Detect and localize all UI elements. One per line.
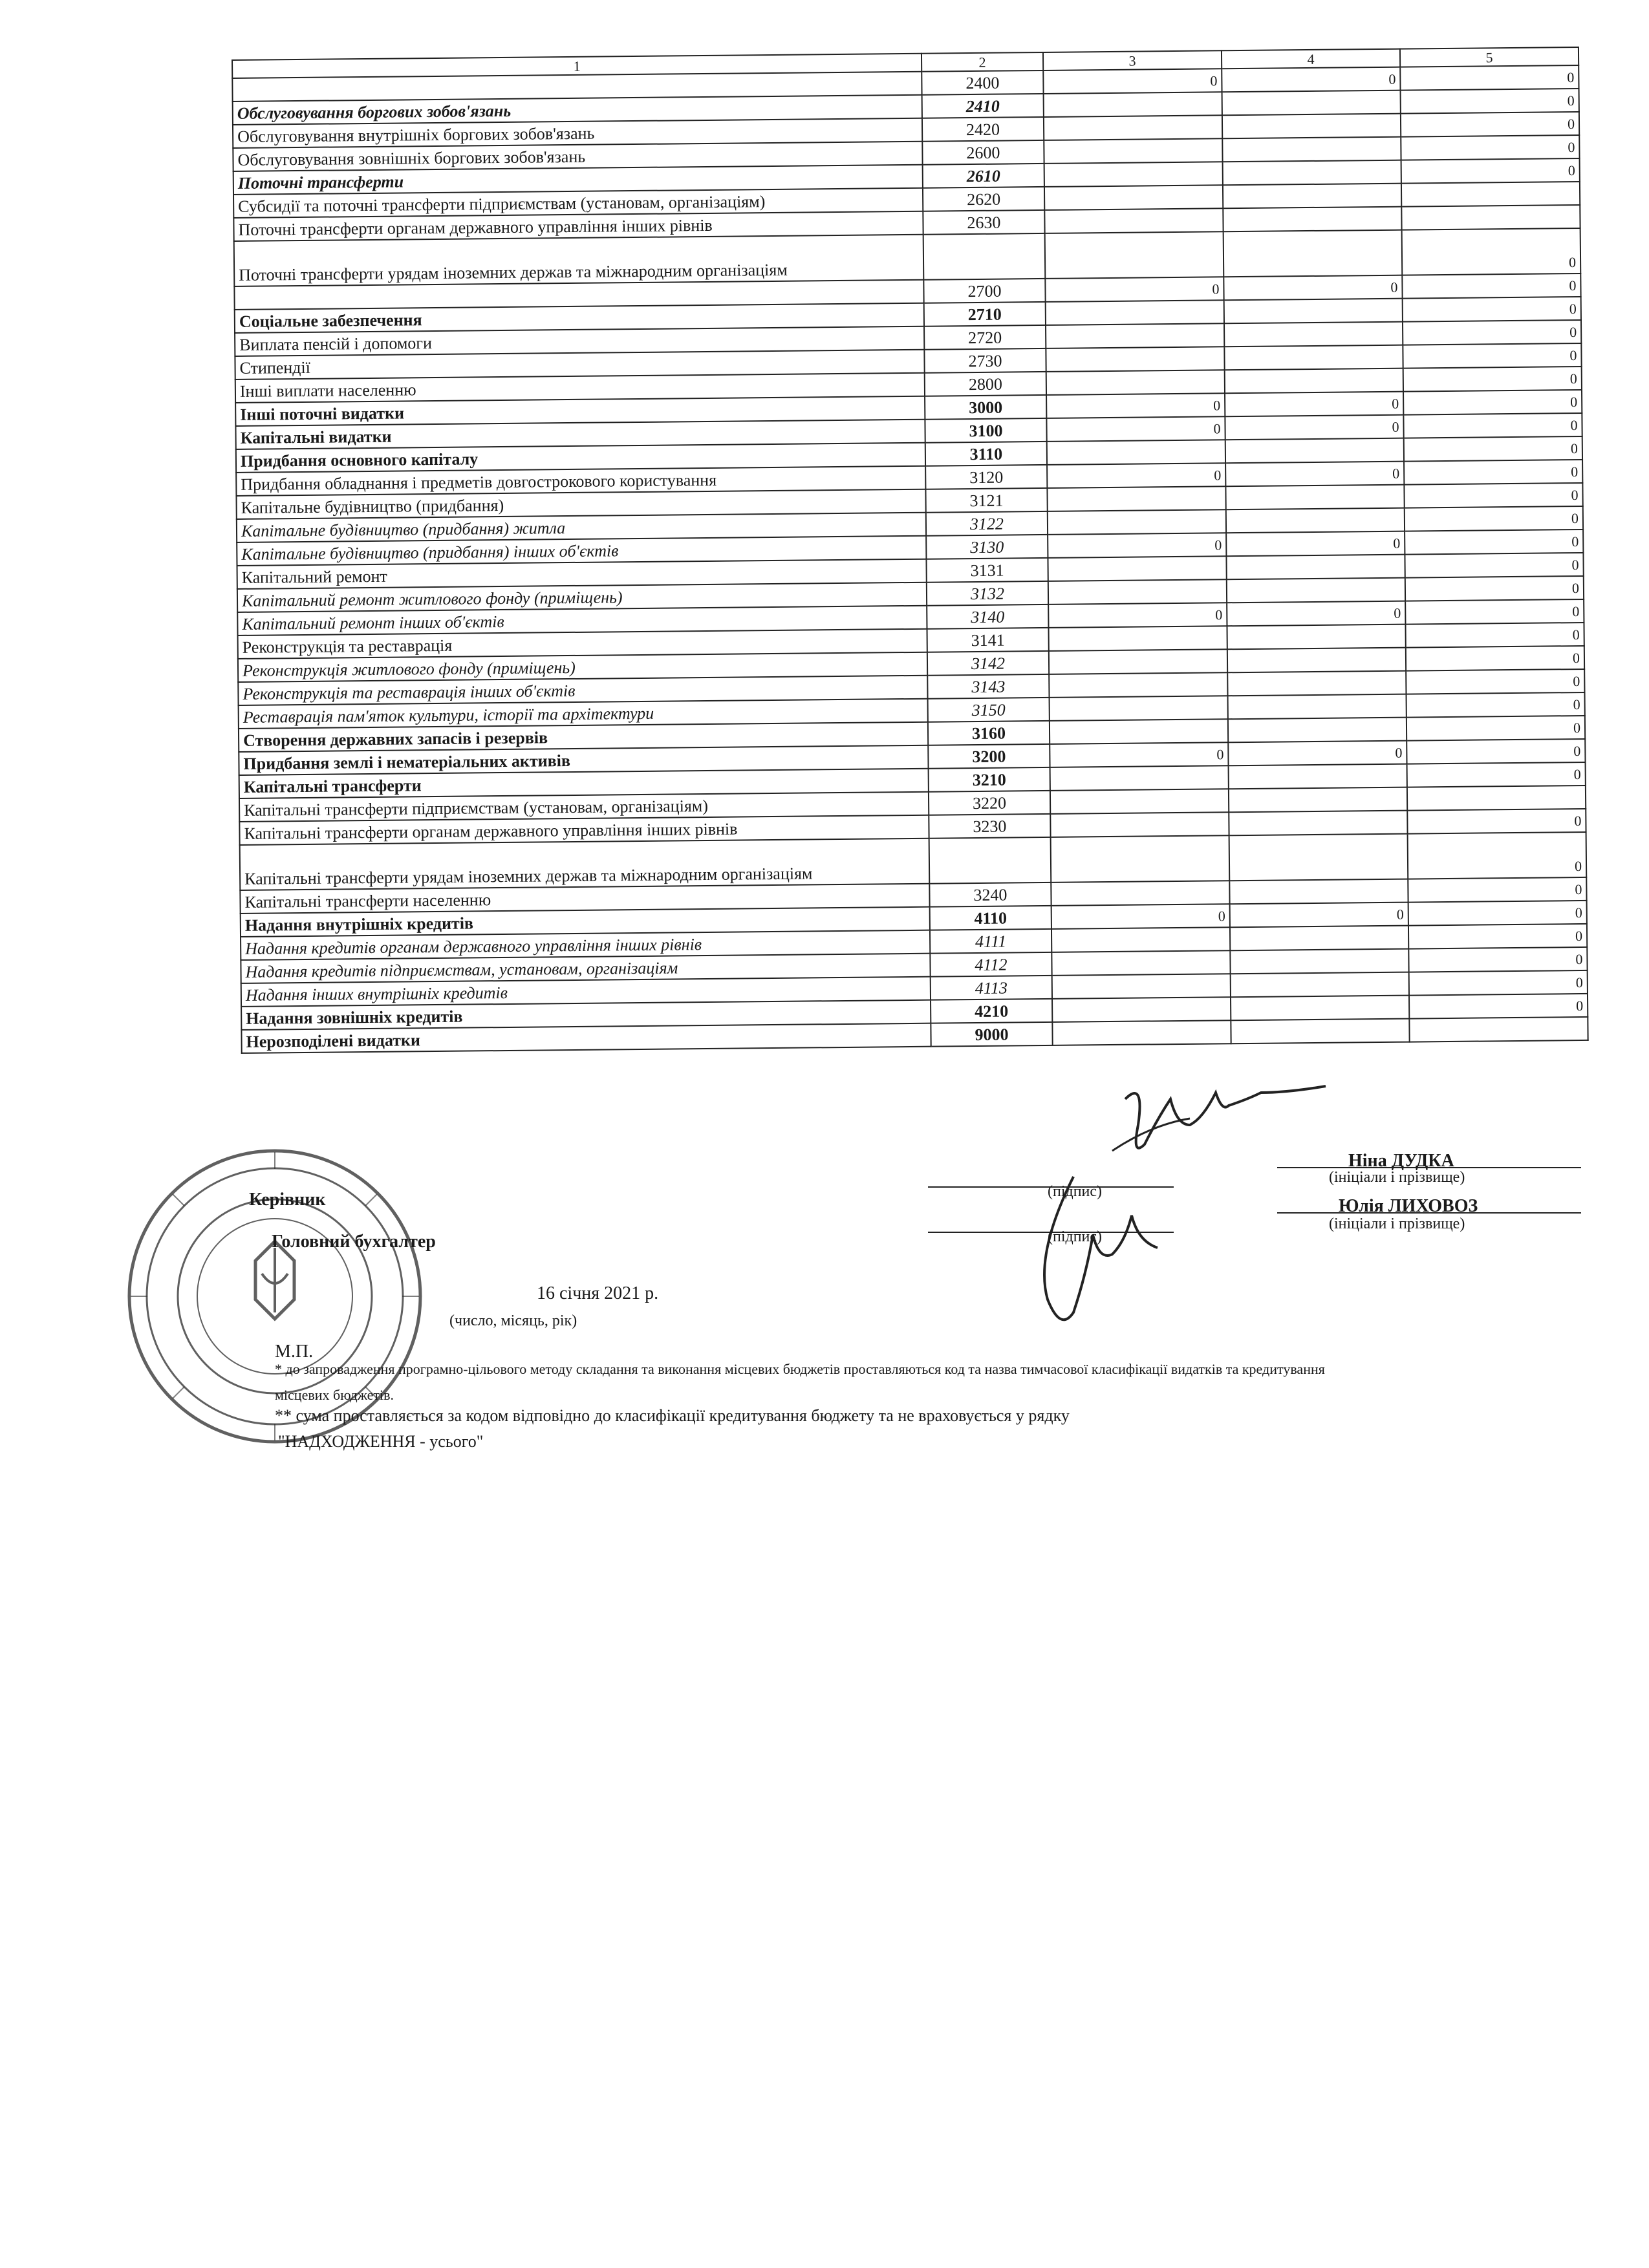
row-col-3 xyxy=(1049,672,1227,698)
row-col-3 xyxy=(1046,300,1224,325)
row-label: Обслуговування зовнішніх боргових зобов'язань xyxy=(233,142,922,171)
row-col-3 xyxy=(1051,950,1230,976)
accountant-sign-caption: (підпис) xyxy=(1048,1228,1103,1245)
accountant-name-line xyxy=(1277,1212,1581,1214)
row-label: Капітальне будівництво (придбання) інших об'єктів xyxy=(237,536,926,566)
row-col-3 xyxy=(1044,162,1223,187)
row-col-5: 0 xyxy=(1404,460,1582,485)
row-code: 3141 xyxy=(927,628,1049,652)
row-col-3: 0 xyxy=(1051,904,1230,929)
row-col-4: 0 xyxy=(1230,903,1408,928)
row-col-5: 0 xyxy=(1407,762,1586,787)
row-col-5: 0 xyxy=(1405,576,1584,601)
row-label: Капітальний ремонт житлового фонду (приміщень) xyxy=(237,583,927,612)
row-col-3 xyxy=(1051,881,1229,906)
row-code: 3130 xyxy=(926,535,1048,559)
row-col-4 xyxy=(1223,184,1401,209)
row-col-4 xyxy=(1223,160,1401,186)
row-label: Капітальне будівництво (придбання) xyxy=(236,489,925,519)
row-code: 3100 xyxy=(925,418,1046,443)
head-name: Ніна ДУДКА xyxy=(1348,1151,1454,1171)
row-col-4 xyxy=(1229,834,1408,881)
row-col-3: 0 xyxy=(1047,463,1225,488)
row-col-4 xyxy=(1229,811,1407,836)
expenditure-table-wrapper xyxy=(232,47,1588,1054)
row-label: Надання інших внутрішніх кредитів xyxy=(241,977,931,1007)
row-label: Капітальний ремонт інших об'єктів xyxy=(237,606,927,636)
row-code: 3131 xyxy=(926,558,1048,583)
row-code: 3150 xyxy=(928,698,1050,722)
row-label: Поточні трансферти урядам іноземних держав та міжнародним організаціям xyxy=(234,235,924,286)
accountant-label: Головний бухгалтер xyxy=(272,1232,436,1252)
row-code: 2420 xyxy=(922,117,1044,142)
expenditure-table xyxy=(232,47,1589,1054)
row-col-5: 0 xyxy=(1403,343,1581,369)
row-col-4: 0 xyxy=(1227,601,1405,626)
row-code: 2400 xyxy=(921,70,1043,95)
row-col-4 xyxy=(1228,718,1406,743)
row-code: 4110 xyxy=(930,906,1051,930)
row-label: Обслуговування боргових зобов'язань xyxy=(233,95,922,125)
row-col-4 xyxy=(1224,322,1403,347)
row-label: Нерозподілені видатки xyxy=(241,1023,931,1053)
row-col-5: 0 xyxy=(1405,530,1583,555)
stamp-label: М.П. xyxy=(275,1342,314,1362)
date-caption: (число, місяць, рік) xyxy=(449,1312,577,1329)
row-col-4 xyxy=(1230,926,1408,951)
row-label: Реконструкція та реставрація xyxy=(238,629,927,659)
row-code: 2410 xyxy=(922,94,1044,118)
header-col-5: 5 xyxy=(1400,47,1579,67)
row-col-5 xyxy=(1409,1017,1588,1042)
footnote-1-line-2: місцевих бюджетів. xyxy=(275,1387,394,1403)
row-col-5: 0 xyxy=(1406,692,1585,718)
row-code xyxy=(929,837,1051,884)
row-col-5: 0 xyxy=(1406,646,1584,671)
footnote-2-line-1: ** сума проставляється за кодом відповідно до класифікації кредитування бюджету та не враховується у рядку xyxy=(275,1406,1070,1425)
row-col-3 xyxy=(1044,138,1222,164)
row-col-5: 0 xyxy=(1401,135,1579,160)
row-label: Поточні трансферти xyxy=(233,165,923,195)
row-label: Капітальний ремонт xyxy=(237,559,927,589)
row-col-5: 0 xyxy=(1408,924,1587,949)
row-label: Реконструкція та реставрація інших об'єктів xyxy=(238,676,927,705)
row-label: Капітальні трансферти органам державного управління інших рівнів xyxy=(239,815,929,845)
row-label: Реставрація пам'яток культури, історії та архітектури xyxy=(239,699,928,729)
row-code: 9000 xyxy=(931,1022,1052,1047)
row-col-3 xyxy=(1050,696,1228,721)
row-label: Реконструкція житлового фонду (приміщень) xyxy=(238,652,927,682)
row-col-4 xyxy=(1225,369,1403,394)
row-col-3 xyxy=(1046,323,1224,348)
row-col-5: 0 xyxy=(1405,553,1583,578)
row-col-3 xyxy=(1044,208,1223,233)
row-label: Надання кредитів підприємствам, установам, організаціям xyxy=(241,954,930,983)
row-label: Капітальні трансферти xyxy=(239,769,929,798)
row-col-4: 0 xyxy=(1225,415,1403,440)
row-code: 3143 xyxy=(927,674,1049,699)
row-col-4 xyxy=(1229,787,1407,813)
row-col-3 xyxy=(1052,1020,1231,1045)
row-col-5: 0 xyxy=(1405,599,1584,625)
row-label: Інші поточні видатки xyxy=(235,396,925,426)
row-col-5 xyxy=(1401,205,1580,230)
row-col-3 xyxy=(1047,440,1225,465)
row-col-4: 0 xyxy=(1223,275,1402,301)
row-col-4: 0 xyxy=(1225,392,1403,417)
row-col-3 xyxy=(1044,185,1223,210)
row-label: Соціальне забезпечення xyxy=(235,303,924,333)
row-col-4 xyxy=(1225,438,1404,464)
row-col-5: 0 xyxy=(1409,970,1588,996)
row-col-3 xyxy=(1051,835,1230,883)
document-date: 16 січня 2021 р. xyxy=(537,1283,659,1303)
row-code: 3000 xyxy=(925,395,1046,420)
header-col-1: 1 xyxy=(232,54,921,78)
row-col-4 xyxy=(1229,764,1407,789)
row-col-4 xyxy=(1227,578,1405,603)
row-label: Створення державних запасів і резервів xyxy=(239,722,928,752)
row-code: 3230 xyxy=(929,814,1050,839)
row-label: Надання кредитів органам державного управління інших рівнів xyxy=(241,930,930,960)
row-col-4 xyxy=(1228,694,1406,720)
row-code: 3220 xyxy=(929,791,1050,815)
row-col-3 xyxy=(1044,92,1222,117)
row-col-5: 0 xyxy=(1405,506,1583,531)
row-col-5: 0 xyxy=(1401,158,1580,184)
row-col-4 xyxy=(1224,299,1403,324)
row-col-4 xyxy=(1227,625,1405,650)
row-col-4 xyxy=(1224,345,1403,370)
row-label: Стипендії xyxy=(235,350,924,380)
table-body xyxy=(232,47,1588,1053)
row-col-5 xyxy=(1407,786,1586,811)
row-col-5: 0 xyxy=(1409,994,1588,1019)
row-col-4: 0 xyxy=(1228,741,1406,766)
row-col-4 xyxy=(1226,555,1405,580)
row-col-3: 0 xyxy=(1046,416,1225,442)
row-col-3 xyxy=(1046,370,1225,395)
row-code: 3122 xyxy=(926,511,1048,536)
footnote-2-line-2: "НАДХОДЖЕННЯ - усього" xyxy=(278,1432,484,1451)
row-label: Надання зовнішніх кредитів xyxy=(241,1000,931,1030)
row-col-4 xyxy=(1222,114,1401,139)
row-col-3 xyxy=(1050,812,1229,837)
accountant-name: Юлія ЛИХОВОЗ xyxy=(1339,1196,1478,1216)
row-label: Інші виплати населенню xyxy=(235,373,925,403)
row-code: 3120 xyxy=(925,465,1047,489)
head-signature xyxy=(1099,1073,1345,1170)
row-col-4 xyxy=(1229,879,1408,904)
row-col-4 xyxy=(1222,91,1401,116)
row-label: Капітальні трансферти підприємствам (установам, організаціям) xyxy=(239,792,929,822)
row-code: 2730 xyxy=(924,348,1046,373)
row-label: Поточні трансферти органам державного управління інших рівнів xyxy=(233,211,923,241)
row-col-5: 0 xyxy=(1406,669,1584,694)
row-col-5: 0 xyxy=(1401,89,1579,114)
row-col-5: 0 xyxy=(1408,877,1586,903)
row-col-4: 0 xyxy=(1226,531,1405,557)
row-code: 4112 xyxy=(930,952,1051,977)
row-label: Надання внутрішніх кредитів xyxy=(241,907,930,937)
row-col-5: 0 xyxy=(1401,112,1579,137)
row-col-5: 0 xyxy=(1402,228,1581,275)
head-name-line xyxy=(1277,1167,1581,1168)
row-col-3 xyxy=(1045,231,1224,279)
row-col-3 xyxy=(1050,719,1228,744)
row-code: 3142 xyxy=(927,651,1049,676)
row-code: 4113 xyxy=(931,976,1052,1000)
row-col-5: 0 xyxy=(1400,65,1579,91)
row-col-3: 0 xyxy=(1050,742,1228,767)
row-col-4 xyxy=(1227,648,1406,673)
head-sign-caption: (підпис) xyxy=(1048,1183,1103,1200)
row-code: 4111 xyxy=(930,929,1051,954)
row-code: 3121 xyxy=(925,488,1047,513)
row-col-5: 0 xyxy=(1405,623,1584,648)
row-col-3 xyxy=(1048,626,1227,651)
row-col-5: 0 xyxy=(1408,901,1587,926)
row-col-5: 0 xyxy=(1402,273,1580,299)
row-col-5 xyxy=(1401,182,1580,207)
row-col-5: 0 xyxy=(1403,390,1582,415)
head-label: Керівник xyxy=(249,1190,326,1210)
row-code: 3132 xyxy=(927,581,1048,606)
row-col-3: 0 xyxy=(1043,69,1222,94)
row-code: 3160 xyxy=(928,721,1050,745)
accountant-name-caption: (ініціали і прізвище) xyxy=(1329,1215,1465,1232)
row-col-4 xyxy=(1223,230,1403,277)
row-code: 2710 xyxy=(924,302,1046,326)
row-col-3 xyxy=(1046,347,1224,372)
row-code: 2600 xyxy=(922,140,1044,165)
row-code: 3110 xyxy=(925,442,1047,466)
row-code: 2800 xyxy=(925,372,1046,396)
row-col-3: 0 xyxy=(1048,603,1227,628)
row-col-4: 0 xyxy=(1225,462,1404,487)
row-code xyxy=(923,233,1046,280)
row-col-3 xyxy=(1052,997,1231,1022)
row-code: 2720 xyxy=(924,325,1046,350)
row-col-3 xyxy=(1051,927,1230,952)
row-col-4 xyxy=(1222,137,1401,162)
row-code: 2630 xyxy=(923,210,1044,235)
row-col-4 xyxy=(1223,207,1401,232)
header-col-2: 2 xyxy=(921,52,1043,72)
row-col-4 xyxy=(1225,485,1404,510)
row-col-3 xyxy=(1052,974,1231,999)
row-col-5: 0 xyxy=(1406,716,1585,741)
row-col-3 xyxy=(1048,579,1227,604)
row-col-3 xyxy=(1047,486,1225,511)
row-label: Придбання землі і нематеріальних активів xyxy=(239,745,928,775)
row-col-3 xyxy=(1048,509,1226,535)
row-code: 3210 xyxy=(929,767,1050,792)
row-col-4 xyxy=(1230,949,1408,974)
row-col-4 xyxy=(1226,508,1405,533)
row-col-5: 0 xyxy=(1406,739,1585,764)
row-label: Капітальні видатки xyxy=(235,420,925,449)
row-col-3 xyxy=(1050,765,1229,791)
row-code: 3240 xyxy=(929,883,1051,907)
row-col-5: 0 xyxy=(1403,320,1581,345)
row-col-3: 0 xyxy=(1045,277,1223,302)
row-col-5: 0 xyxy=(1404,436,1582,462)
row-label: Придбання обладнання і предметів довгострокового користування xyxy=(236,466,925,496)
row-label: Капітальні трансферти урядам іноземних держав та міжнародним організаціям xyxy=(240,839,930,890)
head-name-caption: (ініціали і прізвище) xyxy=(1329,1169,1465,1186)
header-col-3: 3 xyxy=(1043,50,1222,70)
row-col-4: 0 xyxy=(1222,67,1400,92)
row-col-3: 0 xyxy=(1048,533,1226,558)
row-col-5: 0 xyxy=(1408,947,1587,972)
row-label: Виплата пенсій і допомоги xyxy=(235,326,924,356)
row-col-4 xyxy=(1227,671,1406,696)
row-label: Капітальні трансферти населенню xyxy=(240,884,929,914)
row-col-4 xyxy=(1231,1019,1409,1044)
row-col-5: 0 xyxy=(1403,367,1582,392)
row-col-3 xyxy=(1049,649,1227,674)
row-code: 3200 xyxy=(928,744,1050,769)
row-label: Субсидії та поточні трансферти підприємствам (установам, організаціям) xyxy=(233,188,923,218)
row-label: Обслуговування внутрішніх боргових зобов'язань xyxy=(233,118,922,148)
row-col-5: 0 xyxy=(1407,809,1586,834)
row-col-3 xyxy=(1050,789,1229,814)
row-col-5: 0 xyxy=(1404,483,1582,508)
row-col-3 xyxy=(1044,115,1222,140)
row-code: 3140 xyxy=(927,604,1048,629)
row-col-5: 0 xyxy=(1403,297,1581,322)
row-col-4 xyxy=(1231,972,1409,998)
row-code: 2700 xyxy=(923,279,1045,303)
row-label: Придбання основного капіталу xyxy=(236,443,925,473)
row-col-3: 0 xyxy=(1046,393,1225,418)
row-code: 2610 xyxy=(923,164,1044,188)
row-col-4 xyxy=(1231,996,1409,1021)
row-col-5: 0 xyxy=(1408,832,1587,879)
row-col-5: 0 xyxy=(1403,413,1582,438)
row-label: Капітальне будівництво (придбання) житла xyxy=(237,513,926,542)
row-code: 2620 xyxy=(923,187,1044,211)
footnote-1-line-1: * до запровадження програмно-цільового методу складання та виконання місцевих бюджетів проставляються код та назва тимчасової класифікації видатків та кредитування xyxy=(275,1361,1325,1377)
row-code: 4210 xyxy=(931,999,1052,1023)
header-col-4: 4 xyxy=(1222,49,1400,69)
row-col-3 xyxy=(1048,556,1226,581)
